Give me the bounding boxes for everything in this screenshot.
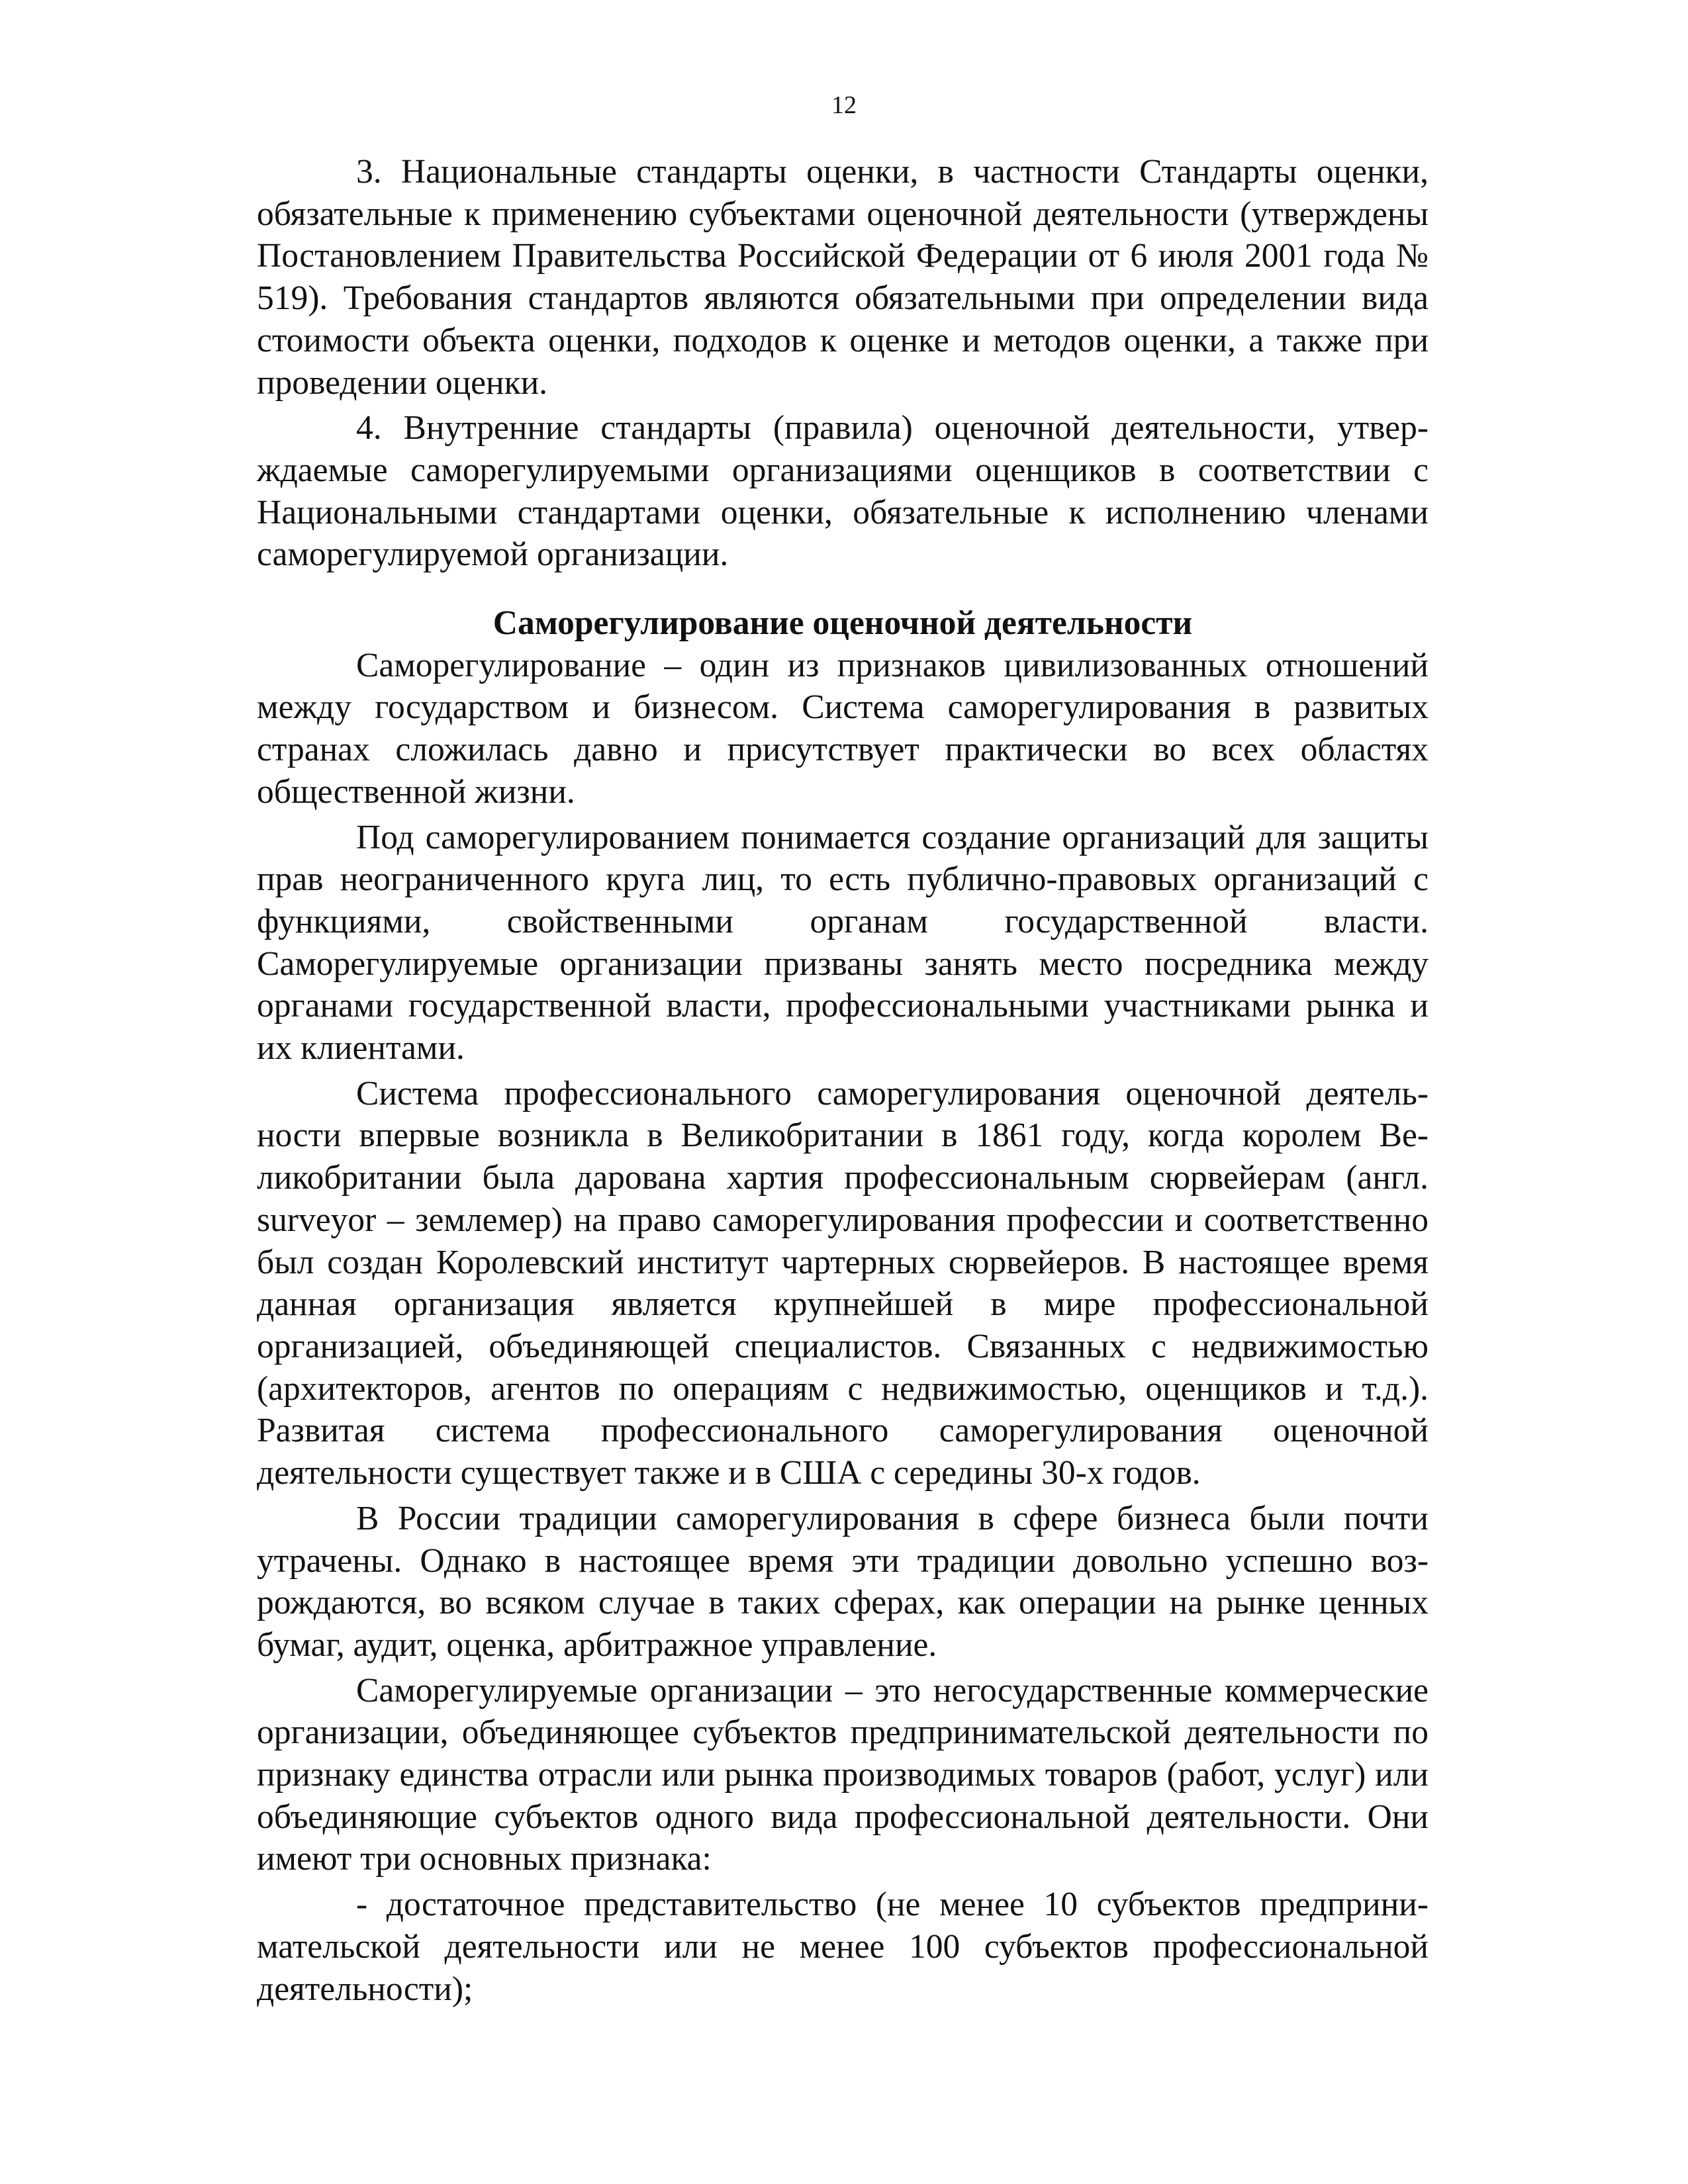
paragraph-self-regulation-intro: Саморегулирование – один из признаков цивилизованных отношений между государством и бизнесом. Система саморегулирования в развитых странах сложилась давно и присутствует практически во всех областях общественной жизни. — [257, 646, 1429, 811]
paragraph-national-standards: 3. Национальные стандарты оценки, в частности Стандарты оценки, обязательные к применению субъектами оценочной деятельности (утверждены Постановлением Правительства Российской Федерации от 6 июля 2001 года № 519). Требования стандартов являются обязательными при определении вида стоимости объекта оценки, подходов к оценке и методов оценки, а также при проведении оценки. — [257, 153, 1429, 402]
paragraph-internal-standards: 4. Внутренние стандарты (правила) оценочной деятельности, утверждаемые саморегулируемыми организациями оценщиков в соответствии с Национальными стандартами оценки, обязательные к исполнению членами саморегулируемой организации. — [257, 409, 1429, 574]
paragraph-self-regulation-definition: Под саморегулированием понимается создание организаций для защиты прав неограниченного круга лиц, то есть публично-правовых организаций с функциями, свойственными органам государственной власти. Саморегулируемые организации призваны занять место посредника между органами государственной власти, профессиональными участниками рынка и их клиентами. — [257, 818, 1429, 1068]
paragraph-self-regulation-history: Система профессионального саморегулирования оценочной деятельности впервые возникла в Великобритании в 1861 году, когда королем Великобритании была дарована хартия профессиональным сюрвейерам (англ. surveyor – землемер) на право саморегулирования профессии и соответственно был создан Королевский институт чартерных сюрвейеров. В настоящее время данная организация является крупнейшей в мире профессиональной организацией, объединяющей специалистов. Связанных с недвижимостью (архитекторов, агентов по операциям с недвижимостью, оценщиков и т.д.). Развитая система профессионального саморегулирования оценочной деятельности существует также и в США с середины 30-х годов. — [257, 1074, 1429, 1492]
section-heading: Саморегулирование оценочной деятельности — [492, 604, 1193, 643]
paragraph-russia-traditions: В России традиции саморегулирования в сфере бизнеса были почти утрачены. Однако в настоящее время эти традиции довольно успешно возрождаются, во всяком случае в таких сферах, как операции на рынке ценных бумаг, аудит, оценка, арбитражное управление. — [257, 1499, 1429, 1664]
paragraph-sro-definition: Саморегулируемые организации – это негосударственные коммерческие организации, объединяющее субъектов предпринимательской деятельности по признаку единства отрасли или рынка производимых товаров (работ, услуг) или объединяющие субъектов одного вида профессиональной деятельности. Они имеют три основных признака: — [257, 1671, 1429, 1878]
document-body — [257, 151, 1429, 2010]
list-item-representation: - достаточное представительство (не менее 10 субъектов предпринимательской деятельности или не менее 100 субъектов профессиональной деятельности); — [257, 1886, 1429, 2008]
page-number: 12 — [831, 91, 857, 119]
